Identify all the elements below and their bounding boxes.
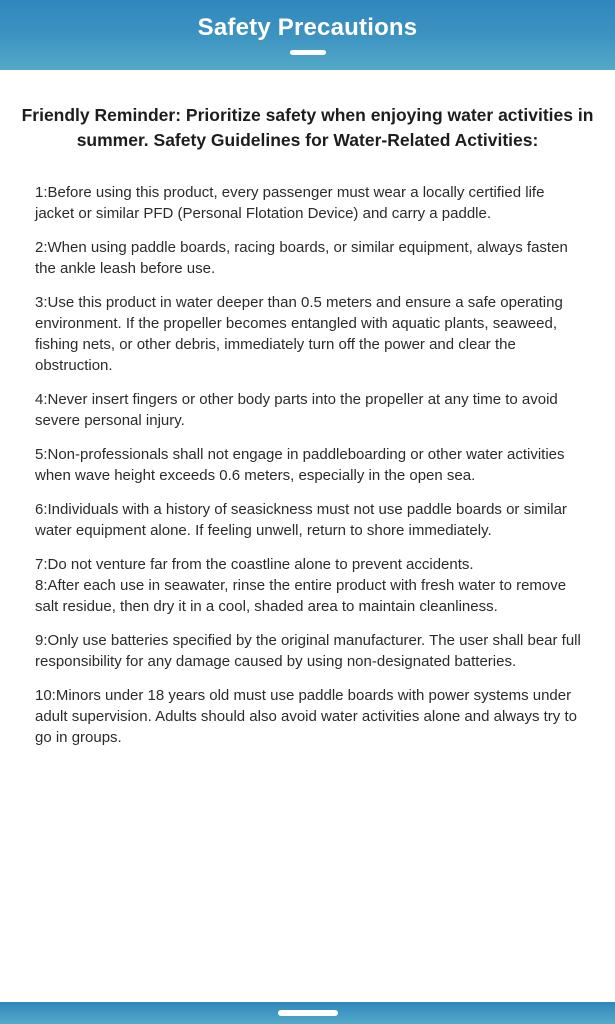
guideline-item-4: 4:Never insert fingers or other body parts into the propeller at any time to avoid severe personal injury. bbox=[35, 390, 558, 429]
guideline-item-6: 6:Individuals with a history of seasickness must not use paddle boards or similar water equipment alone. If feeling unwell, return to shore immediately. bbox=[35, 500, 567, 539]
content-area bbox=[0, 70, 615, 761]
footer-banner bbox=[0, 1002, 615, 1024]
intro-heading-line-2: summer. Safety Guidelines for Water-Related Activities: bbox=[76, 129, 539, 150]
title-underline-dash-icon bbox=[290, 50, 326, 55]
intro-heading-line-1: Friendly Reminder: Prioritize safety when enjoying water activities in bbox=[21, 105, 594, 125]
guideline-item-9: 9:Only use batteries specified by the original manufacturer. The user shall bear full responsibility for any damage caused by using non-designated batteries. bbox=[35, 631, 581, 670]
header-banner bbox=[0, 0, 615, 70]
guideline-list bbox=[0, 182, 615, 748]
page-title: Safety Precautions bbox=[197, 14, 418, 42]
guideline-item-2: 2:When using paddle boards, racing boards, or similar equipment, always fasten the ankle leash before use. bbox=[35, 238, 568, 277]
guideline-item-3: 3:Use this product in water deeper than 0.5 meters and ensure a safe operating environment. If the propeller becomes entangled with aquatic plants, seaweed, fishing nets, or other debris, immediately turn off the power and clear the obstruction. bbox=[35, 293, 563, 374]
guideline-item-10: 10:Minors under 18 years old must use paddle boards with power systems under adult supervision. Adults should also avoid water activities alone and always try to go in groups. bbox=[35, 686, 577, 746]
guideline-item-1: 1:Before using this product, every passenger must wear a locally certified life jacket or similar PFD (Personal Flotation Device) and carry a paddle. bbox=[35, 183, 545, 222]
intro-heading bbox=[0, 103, 615, 153]
guideline-item-7: 7:Do not venture far from the coastline alone to prevent accidents. bbox=[35, 555, 474, 573]
footer-dash-icon bbox=[278, 1010, 338, 1016]
guideline-item-8: 8:After each use in seawater, rinse the entire product with fresh water to remove salt residue, then dry it in a cool, shaded area to maintain cleanliness. bbox=[35, 576, 567, 615]
guideline-item-5: 5:Non-professionals shall not engage in paddleboarding or other water activities when wave height exceeds 0.6 meters, especially in the open sea. bbox=[35, 445, 565, 484]
